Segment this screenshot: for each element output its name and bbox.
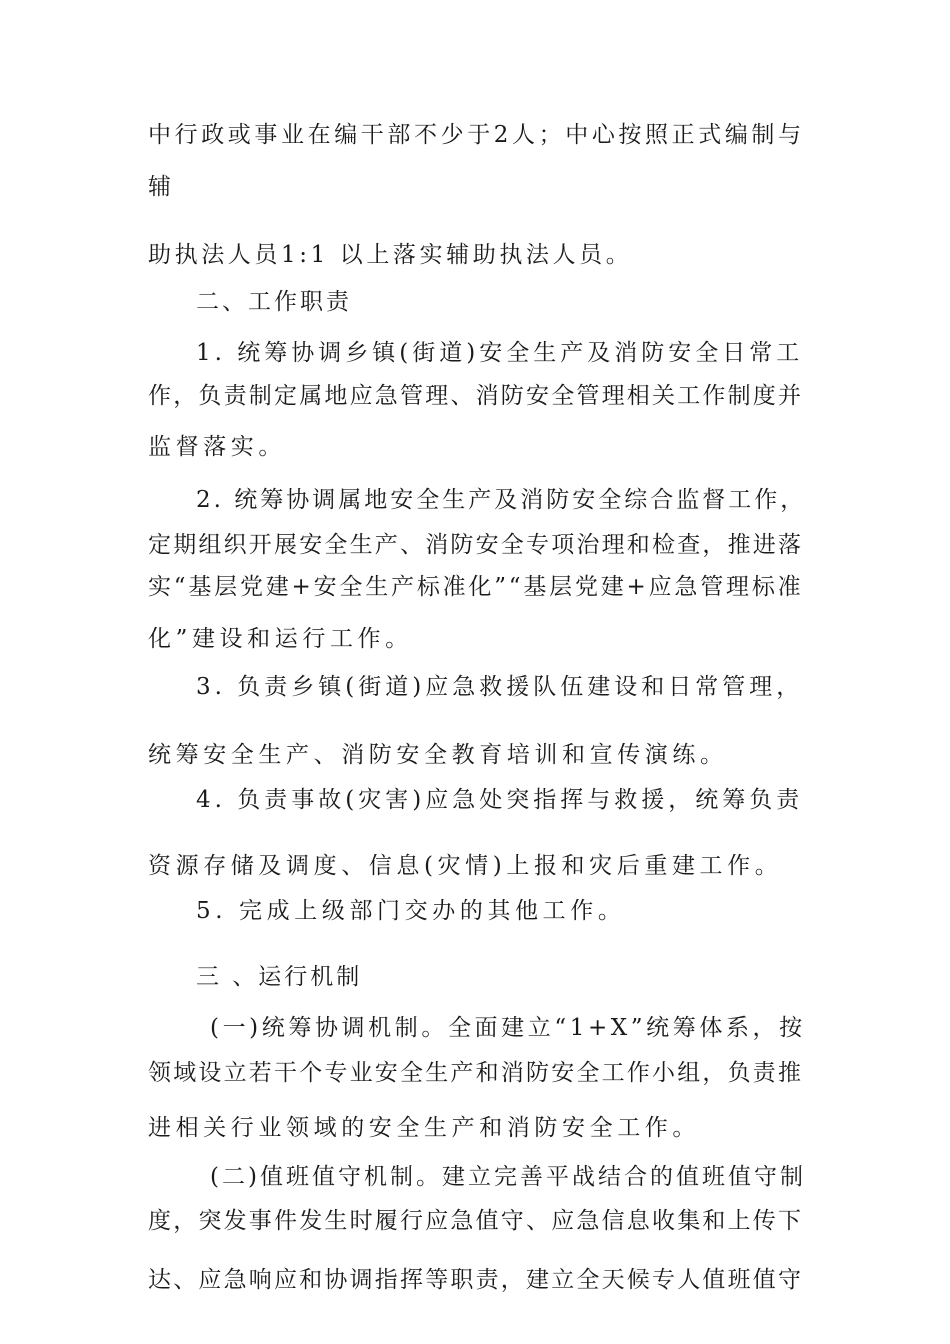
paragraph-line: 作，负责制定属地应急管理、消防安全管理相关工作制度并 [148,383,804,409]
paragraph-line: 中行政或事业在编干部不少于2人；中心按照正式编制与 [148,122,805,148]
section-heading: 三 、运行机制 [196,964,363,990]
section-heading: 二、工作职责 [196,289,352,315]
paragraph-line: (二)值班值守机制。建立完善平战结合的值班值守制 [210,1164,806,1190]
paragraph-line: 定期组织开展安全生产、消防安全专项治理和检查，推进落 [148,532,804,558]
paragraph-line: 达、应急响应和协调指挥等职责，建立全天候专人值班值守 [148,1267,804,1293]
paragraph-line: 监督落实。 [148,434,286,460]
paragraph-line: 1. 统筹协调乡镇(街道)安全生产及消防安全日常工 [196,340,804,366]
paragraph-line: 化”建设和运行工作。 [148,626,413,652]
paragraph-line: 进相关行业领域的安全生产和消防安全工作。 [148,1115,700,1141]
paragraph-line: 助执法人员1:1 以上落实辅助执法人员。 [148,242,633,268]
paragraph-line: 5. 完成上级部门交办的其他工作。 [196,898,626,924]
paragraph-line: 实“基层党建+安全生产标准化”“基层党建+应急管理标准 [148,574,804,600]
paragraph-line: 领域设立若干个专业安全生产和消防安全工作小组，负责推 [148,1060,804,1086]
paragraph-line: (一)统筹协调机制。全面建立“1+X”统筹体系，按 [210,1015,806,1041]
paragraph-line: 统筹安全生产、消防安全教育培训和宣传演练。 [148,742,728,768]
paragraph-line: 2. 统筹协调属地安全生产及消防安全综合监督工作， [196,487,807,513]
paragraph-line: 4. 负责事故(灾害)应急处突指挥与救援，统筹负责 [196,787,804,813]
paragraph-line: 度，突发事件发生时履行应急值守、应急信息收集和上传下 [148,1208,804,1234]
paragraph-line: 辅 [148,174,176,200]
paragraph-line: 资源存储及调度、信息(灾情)上报和灾后重建工作。 [148,853,783,879]
paragraph-line: 3. 负责乡镇(街道)应急救援队伍建设和日常管理， [196,674,804,700]
